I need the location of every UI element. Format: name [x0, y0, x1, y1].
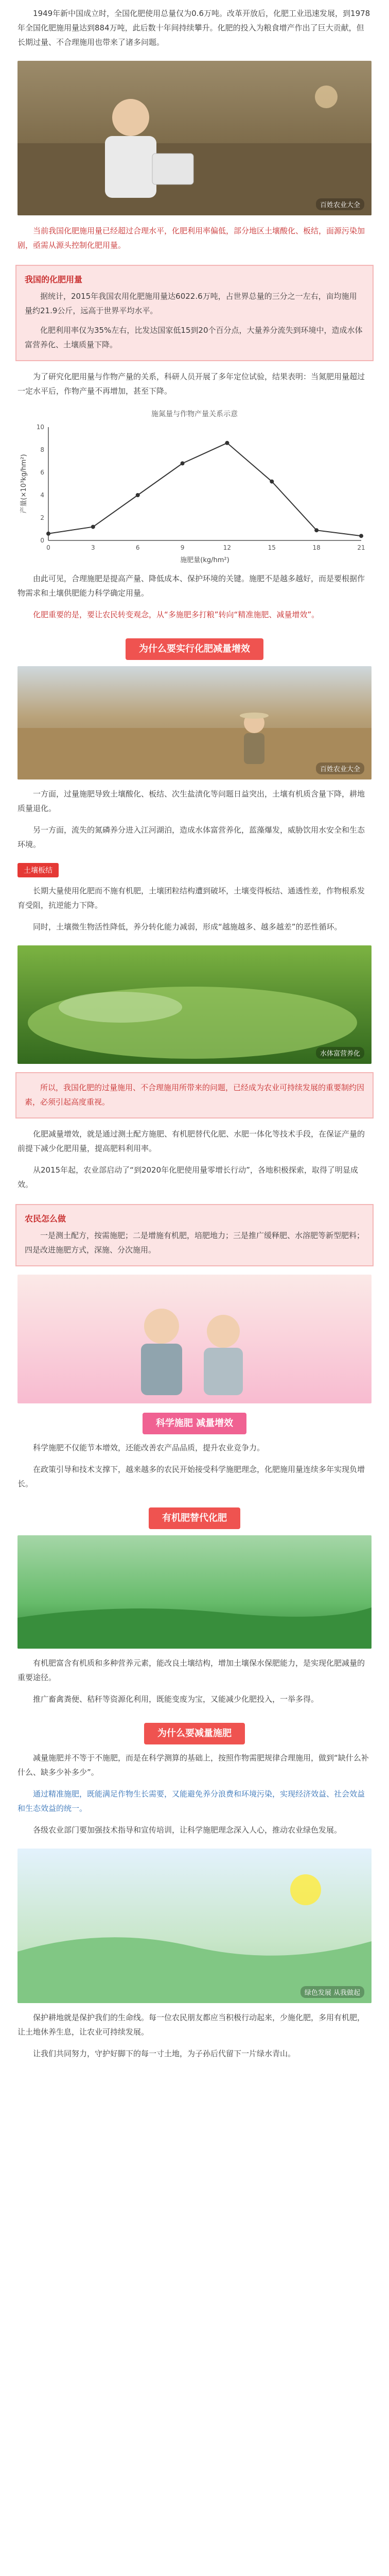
after-chart-paragraph: 化肥重要的是，要让农民转变观念，从“多施肥多打粮”转向“精准施肥、减量增效”。	[33, 610, 320, 619]
section-5-paragraph: 科学施肥不仅能节本增效，还能改善农产品品质，提升农业竞争力。	[33, 1443, 265, 1452]
after-chart-paragraph: 由此可见，合理施肥是提高产量、降低成本、保护环境的关键。施肥不是越多越好，而是要根据作物需求和土壤供肥能力科学确定用量。	[17, 574, 365, 598]
info-box-1-para: 据统计，2015年我国农用化肥施用量达6022.6万吨，占世界总量的三分之一左右，亩均施用量约21.9公斤，远高于世界平均水平。	[25, 292, 357, 315]
algae-image	[17, 945, 372, 1064]
section-3-paragraph: 同时，土壤微生物活性降低，养分转化能力减弱，形成“越施越多、越多越差”的恶性循环。	[33, 922, 342, 931]
section-6-paragraph: 推广畜禽粪便、秸秆等资源化利用，既能变废为宝，又能减少化肥投入，一举多得。	[33, 1694, 319, 1704]
section-2-paragraph: 另一方面，流失的氮磷养分进入江河湖泊，造成水体富营养化，蓝藻爆发，威胁饮用水安全和生态环境。	[17, 825, 365, 849]
y-axis-label: 产量(×10³kg/hm²)	[20, 454, 28, 514]
section-6-paragraph: 有机肥富含有机质和多种营养元素，能改良土壤结构，增加土壤保水保肥能力，是实现化肥减量的重要途径。	[17, 1658, 365, 1682]
section-7-body	[0, 1751, 389, 1844]
banner-3-header	[0, 1413, 389, 1434]
highlight-section	[0, 224, 389, 260]
intro-paragraph: 1949年新中国成立时，全国化肥使用总量仅为0.6万吨。改革开放后，化肥工业迅速发展，到1978年全国化肥施用量达到884万吨，此后数十年间持续攀升。化肥的投入为粮食增产作出了巨大贡献，但长期过量、不合理施用也带来了诸多问题。	[17, 9, 370, 47]
data-point	[314, 528, 319, 532]
farmer-illustration	[17, 61, 372, 215]
x-axis-label: 施肥量(kg/hm²)	[180, 556, 229, 564]
badge-1-section	[0, 863, 389, 877]
after-chart-section	[0, 571, 389, 629]
highlight-quote: 当前我国化肥施用量已经超过合理水平，化肥利用率偏低，部分地区土壤酸化、板结，面源污染加剧，亟需从源头控制化肥用量。	[17, 226, 365, 250]
field-watermark: 百姓农业大全	[316, 762, 364, 774]
section-4-body	[0, 1127, 389, 1199]
algae-illustration	[17, 945, 372, 1064]
bottom-caption: 绿色发展 从我做起	[300, 1986, 364, 1998]
section-2-header	[0, 638, 389, 660]
info-box-2	[15, 1204, 374, 1266]
section-2-paragraph: 一方面，过量施肥导致土壤酸化、板结、次生盐渍化等问题日益突出，土壤有机质含量下降，耕地质量退化。	[17, 789, 365, 813]
elders-image	[17, 1275, 372, 1403]
chart-svg	[17, 422, 372, 566]
y-tick-label: 0	[40, 537, 44, 544]
pink-quote-box	[15, 1072, 374, 1118]
elders-illustration	[17, 1275, 372, 1403]
info-box-1-title: 我国的化肥用量	[25, 275, 83, 284]
green-field-image	[17, 1535, 372, 1649]
y-tick-label: 2	[40, 514, 44, 521]
data-point	[270, 480, 274, 484]
info-box-2-title: 农民怎么做	[25, 1214, 66, 1224]
data-point	[181, 461, 185, 465]
section-2-body	[0, 787, 389, 859]
chart-intro: 为了研究化肥用量与作物产量的关系，科研人员开展了多年定位试验，结果表明：当氮肥用量超过一定水平后，作物产量不再增加，甚至下降。	[17, 372, 365, 396]
section-2-banner: 为什么要实行化肥减量增效	[126, 638, 263, 660]
final-paragraph: 保护耕地就是保护我们的生命线。每一位农民朋友都应当积极行动起来，少施化肥，多用有机肥，让土地休养生息，让农业可持续发展。	[17, 2013, 365, 2037]
data-point	[136, 493, 140, 497]
y-tick-label: 6	[40, 469, 44, 476]
data-point	[359, 534, 363, 538]
hero-watermark: 百姓农业大全	[316, 198, 364, 210]
banner-5: 为什么要减量施肥	[144, 1723, 245, 1744]
info-box-1-para: 化肥利用率仅为35%左右，比发达国家低15到20个百分点，大量养分流失到环境中，造成水体富营养化、土壤质量下降。	[25, 326, 363, 349]
section-5-paragraph: 在政策引导和技术支撑下，越来越多的农民开始接受科学施肥理念，化肥施用量连续多年实现负增长。	[17, 1465, 365, 1488]
banner-4-header	[0, 1507, 389, 1529]
intro-section	[0, 0, 389, 57]
final-section	[0, 2010, 389, 2068]
x-tick-label: 18	[312, 544, 321, 551]
series-line	[48, 443, 361, 536]
banner-5-header	[0, 1723, 389, 1744]
algae-caption: 水体富营养化	[316, 1047, 364, 1059]
bottom-illustration-svg	[17, 1849, 372, 2003]
section-7-paragraph: 各级农业部门要加强技术指导和宣传培训，让科学施肥理念深入人心，推动农业绿色发展。	[33, 1825, 342, 1835]
x-tick-label: 0	[46, 544, 50, 551]
x-tick-label: 6	[135, 544, 140, 551]
chart-intro-section	[0, 369, 389, 405]
y-tick-label: 8	[40, 446, 44, 453]
x-tick-label: 21	[357, 544, 365, 551]
yield-chart	[17, 405, 372, 568]
section-3-paragraph: 长期大量使用化肥而不施有机肥，土壤团粒结构遭到破坏，土壤变得板结、通透性差，作物根系发育受阻，抗逆能力下降。	[17, 886, 365, 910]
field-image	[17, 666, 372, 779]
x-tick-label: 9	[180, 544, 185, 551]
section-7-paragraph: 减量施肥并不等于不施肥，而是在科学测算的基础上，按照作物需肥规律合理施用，做到“缺什么补什么、缺多少补多少”。	[17, 1753, 369, 1777]
section-4-paragraph: 从2015年起，农业部启动了“到2020年化肥使用量零增长行动”，各地积极探索，取得了明显成效。	[17, 1165, 358, 1189]
bottom-illustration	[17, 1849, 372, 2003]
info-box-1	[15, 265, 374, 361]
section-5-body	[0, 1440, 389, 1498]
data-point	[91, 525, 95, 529]
x-tick-label: 12	[223, 544, 232, 551]
green-field-illustration	[17, 1535, 372, 1649]
banner-4: 有机肥替代化肥	[149, 1507, 240, 1529]
banner-3: 科学施肥 减量增效	[143, 1413, 246, 1434]
badge-1: 土壤板结	[17, 863, 59, 877]
data-point	[225, 441, 229, 445]
y-tick-label: 10	[36, 423, 44, 431]
final-paragraph: 让我们共同努力，守护好脚下的每一寸土地，为子孙后代留下一片绿水青山。	[33, 2049, 296, 2058]
section-4-paragraph: 化肥减量增效，就是通过测土配方施肥、有机肥替代化肥、水肥一体化等技术手段，在保证产量的前提下减少化肥用量，提高肥料利用率。	[17, 1129, 365, 1153]
section-7-paragraph: 通过精准施肥，既能满足作物生长需要，又能避免养分浪费和环境污染，实现经济效益、社会效益和生态效益的统一。	[17, 1789, 365, 1813]
hero-image	[17, 61, 372, 215]
pink-quote: 所以，我国化肥的过量施用、不合理施用所带来的问题，已经成为农业可持续发展的重要制约因素，必须引起高度重视。	[25, 1083, 365, 1107]
chart-title: 施氮量与作物产量关系示意	[151, 410, 238, 418]
y-tick-label: 4	[40, 492, 44, 499]
section-6-body	[0, 1656, 389, 1714]
x-tick-label: 3	[91, 544, 95, 551]
x-tick-label: 15	[268, 544, 276, 551]
info-box-2-para: 一是测土配方，按需施肥；二是增施有机肥，培肥地力；三是推广缓释肥、水溶肥等新型肥料；四是改进施肥方式，深施、分次施用。	[25, 1231, 365, 1255]
data-point	[46, 532, 50, 536]
section-3-body	[0, 884, 389, 941]
